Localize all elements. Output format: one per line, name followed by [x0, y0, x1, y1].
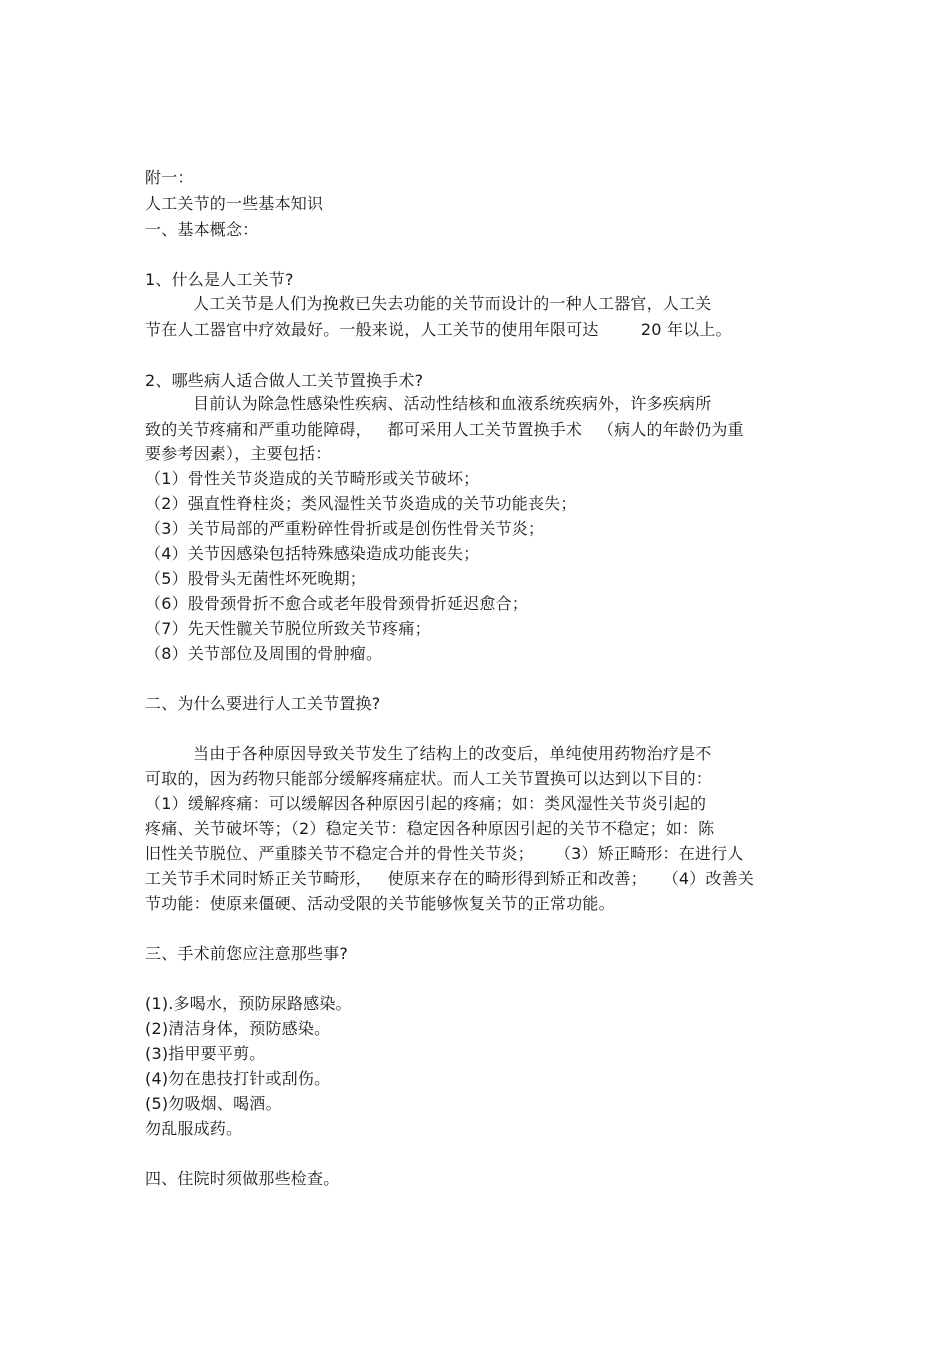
list-item: （6）股骨颈骨折不愈合或老年股骨颈骨折延迟愈合；	[145, 594, 528, 613]
section-2-heading: 二、为什么要进行人工关节置换?	[145, 694, 381, 713]
question-2: 2、哪些病人适合做人工关节置换手术?	[145, 371, 424, 390]
section-1-heading: 一、基本概念：	[145, 220, 259, 239]
list-item: (4)勿在患技打针或刮伤。	[145, 1069, 331, 1088]
paragraph-line: 当由于各种原因导致关节发生了结构上的改变后，单纯使用药物治疗是不	[193, 744, 712, 763]
list-item: （4）关节因感染包括特殊感染造成功能丧失；	[145, 544, 480, 563]
paragraph-line: （1）缓解疼痛：可以缓解因各种原因引起的疼痛；如：类风湿性关节炎引起的	[145, 794, 707, 813]
list-item: （8）关节部位及周围的骨肿瘤。	[145, 644, 383, 663]
section-4-heading: 四、住院时须做那些检查。	[145, 1169, 340, 1188]
paragraph-line: 人工关节是人们为挽救已失去功能的关节而设计的一种人工器官，人工关	[193, 294, 712, 313]
list-item: 勿乱服成药。	[145, 1119, 243, 1138]
appendix-label: 附一：	[145, 168, 194, 187]
paragraph-line: 工关节手术同时矫正关节畸形， 使原来存在的畸形得到矫正和改善； （4）改善关	[145, 869, 755, 888]
list-item: （2）强直性脊柱炎；类风湿性关节炎造成的关节功能丧失；	[145, 494, 577, 513]
paragraph-line: 致的关节疼痛和严重功能障碍， 都可采用人工关节置换手术 （病人的年龄仍为重	[145, 420, 744, 439]
list-item: （5）股骨头无菌性坏死晚期；	[145, 569, 366, 588]
list-item: （3）关节局部的严重粉碎性骨折或是创伤性骨关节炎；	[145, 519, 545, 538]
list-item: (1).多喝水，预防尿路感染。	[145, 994, 352, 1013]
paragraph-line: 可取的，因为药物只能部分缓解疼痛症状。而人工关节置换可以达到以下目的：	[145, 769, 713, 788]
paragraph-line: 疼痛、关节破坏等；（2）稳定关节：稳定因各种原因引起的关节不稳定；如：陈	[145, 819, 715, 838]
paragraph-line: 节功能：使原来僵硬、活动受限的关节能够恢复关节的正常功能。	[145, 894, 615, 913]
question-1: 1、什么是人工关节?	[145, 270, 294, 289]
document-title: 人工关节的一些基本知识	[145, 194, 324, 213]
paragraph-line: 旧性关节脱位、严重膝关节不稳定合并的骨性关节炎； （3）矫正畸形：在进行人	[145, 844, 744, 863]
list-item: (2)清洁身体，预防感染。	[145, 1019, 331, 1038]
list-item: (5)勿吸烟、喝酒。	[145, 1094, 282, 1113]
section-3-heading: 三、手术前您应注意那些事?	[145, 944, 349, 963]
list-item: （1）骨性关节炎造成的关节畸形或关节破坏；	[145, 469, 480, 488]
paragraph-line: 节在人工器官中疗效最好。一般来说，人工关节的使用年限可达 20 年以上。	[145, 320, 732, 339]
list-item: (3)指甲要平剪。	[145, 1044, 266, 1063]
paragraph-line: 目前认为除急性感染性疾病、活动性结核和血液系统疾病外，许多疾病所	[193, 394, 712, 413]
list-item: （7）先天性髋关节脱位所致关节疼痛；	[145, 619, 431, 638]
paragraph-line: 要参考因素），主要包括：	[145, 444, 332, 463]
